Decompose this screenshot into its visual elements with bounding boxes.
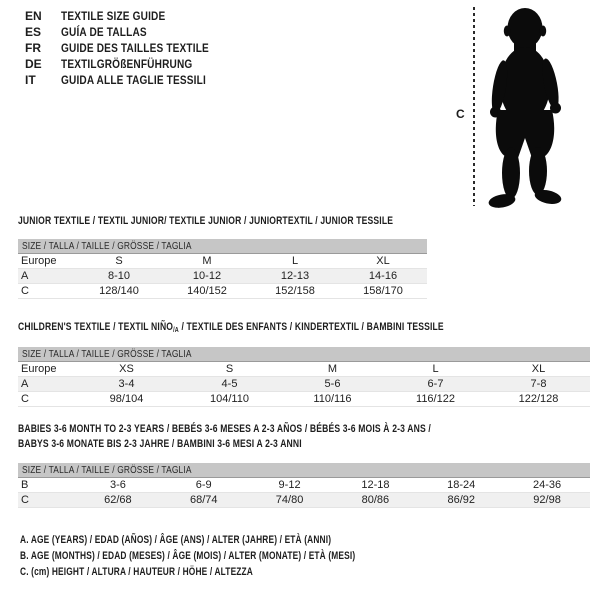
section-title-line [18, 320, 464, 338]
legend-line: A. AGE (YEARS) / EDAD (AÑOS) / ÂGE (ANS) / ALTER (JAHRE) / ETÀ (ANNI) [20, 534, 332, 546]
size-value-cell: 68/74 [189, 494, 218, 506]
size-value-cell: 12-13 [280, 270, 310, 282]
row-label: C [21, 285, 29, 297]
size-table-row-europe [18, 362, 590, 377]
height-dotted-line [473, 7, 475, 206]
size-value-cell: S [225, 363, 234, 375]
size-header-bar [18, 347, 590, 362]
language-row [25, 8, 237, 24]
legend-line: C. (cm) HEIGHT / ALTURA / HAUTEUR / HÖHE / ALTEZZA [20, 566, 254, 578]
size-table [18, 478, 590, 508]
title-text: BABYS 3-6 MONATE BIS 2-3 JAHRE / BAMBINI 3-6 MESI A 2-3 ANNI [18, 438, 302, 450]
size-value-cell: 140/152 [187, 285, 227, 297]
language-code: DE [25, 57, 42, 71]
size-value-cell: 80/86 [361, 494, 390, 506]
size-value-cell: 18-24 [447, 479, 476, 491]
section-title [18, 214, 427, 229]
size-value-cell: 62/68 [104, 494, 132, 506]
size-table [18, 254, 427, 299]
size-header-bar [18, 463, 590, 478]
row-label: B [21, 479, 29, 491]
language-title: GUÍA DE TALLAS [61, 25, 147, 39]
size-value-cell: 4-5 [221, 378, 238, 390]
title-text: CHILDREN'S TEXTILE / TEXTIL NIÑO [18, 321, 174, 333]
language-code: ES [25, 25, 42, 39]
size-value-cell: 6-9 [195, 479, 212, 491]
size-table-row-c [18, 493, 590, 508]
size-value-cell: 10-12 [192, 270, 222, 282]
size-value-cell: 7-8 [530, 378, 547, 390]
size-value-cell: 122/128 [518, 393, 559, 405]
language-code: IT [25, 73, 36, 87]
size-table-row-b [18, 478, 590, 493]
size-header-bar [18, 239, 427, 254]
row-label: C [21, 494, 29, 506]
size-value-cell: 92/98 [533, 494, 561, 506]
size-value-cell: 98/104 [109, 393, 144, 405]
size-value-cell: 152/158 [275, 285, 315, 297]
size-table-row-a [18, 377, 590, 392]
row-label: A [21, 270, 29, 282]
size-value-cell: 86/92 [447, 494, 475, 506]
language-title: TEXTILE SIZE GUIDE [61, 9, 166, 23]
size-value-cell: 128/140 [99, 285, 139, 297]
size-value-cell: 5-6 [324, 378, 341, 390]
size-table-row-c [18, 284, 427, 299]
language-row [25, 56, 237, 72]
section-babies-textile [18, 422, 590, 508]
language-code: EN [25, 9, 42, 23]
section-title [18, 320, 590, 338]
size-value-cell: 3-6 [109, 479, 126, 491]
language-title: GUIDE DES TAILLES TEXTILE [61, 41, 209, 55]
language-row [25, 40, 237, 56]
size-value-cell: L [291, 255, 299, 267]
title-text: BABIES 3-6 MONTH TO 2-3 YEARS / BEBÉS 3-6 MESES A 2-3 AÑOS / BÉBÉS 3-6 MOIS À 2-3 ANS / [18, 423, 431, 435]
size-value-cell: 3-4 [118, 378, 135, 390]
height-marker-label: C [456, 107, 465, 121]
size-value-cell: 6-7 [427, 378, 444, 390]
size-table-row-a [18, 269, 427, 284]
title-text: JUNIOR TEXTILE / TEXTIL JUNIOR/ TEXTILE JUNIOR / JUNIORTEXTIL / JUNIOR TESSILE [18, 215, 394, 227]
size-value-cell: 158/170 [363, 285, 403, 297]
size-header-label: SIZE / TALLA / TAILLE / GRÖSSE / TAGLIA [22, 464, 192, 476]
size-value-cell: 74/80 [275, 494, 304, 506]
section-title-line [18, 214, 394, 229]
size-header-label: SIZE / TALLA / TAILLE / GRÖSSE / TAGLIA [22, 348, 192, 360]
row-label: C [21, 393, 29, 405]
size-value-cell: 12-18 [361, 479, 390, 491]
size-value-cell: 104/110 [210, 393, 249, 405]
size-value-cell: 9-12 [278, 479, 301, 491]
row-label: Europe [21, 363, 57, 375]
title-text: / TEXTILE DES ENFANTS / KINDERTEXTIL / BAMBINI TESSILE [178, 321, 444, 333]
row-label: Europe [21, 255, 57, 267]
row-label: A [21, 378, 29, 390]
language-row [25, 24, 237, 40]
size-value-cell: 110/116 [313, 393, 352, 405]
section-junior-textile [18, 214, 427, 299]
language-title-list [25, 8, 237, 88]
size-value-cell: XS [119, 363, 134, 375]
size-value-cell: M [327, 363, 338, 375]
language-title: GUIDA ALLE TAGLIE TESSILI [61, 73, 206, 87]
size-value-cell: 116/122 [416, 393, 455, 405]
size-value-cell: L [432, 363, 439, 375]
size-value-cell: XL [376, 255, 390, 267]
section-title-line [18, 422, 464, 437]
size-table [18, 362, 590, 407]
measurement-legend [20, 532, 461, 580]
language-row [25, 72, 237, 88]
size-value-cell: 8-10 [107, 270, 131, 282]
toddler-silhouette-image [478, 5, 573, 210]
size-header-label: SIZE / TALLA / TAILLE / GRÖSSE / TAGLIA [22, 240, 192, 252]
size-value-cell: 14-16 [368, 270, 398, 282]
subscript-text: /A [173, 327, 179, 334]
size-value-cell: 24-36 [532, 479, 562, 491]
size-value-cell: S [115, 255, 123, 267]
size-value-cell: XL [531, 363, 546, 375]
section-title-line [18, 437, 464, 452]
language-code: FR [25, 41, 41, 55]
size-table-row-c [18, 392, 590, 407]
legend-line: B. AGE (MONTHS) / EDAD (MESES) / ÂGE (MOIS) / ALTER (MONATE) / ETÀ (MESI) [20, 550, 356, 562]
section-childrens-textile [18, 320, 590, 407]
section-title [18, 422, 590, 452]
size-value-cell: M [202, 255, 212, 267]
language-title: TEXTILGRÖßENFÜHRUNG [61, 57, 193, 71]
size-table-row-europe [18, 254, 427, 269]
